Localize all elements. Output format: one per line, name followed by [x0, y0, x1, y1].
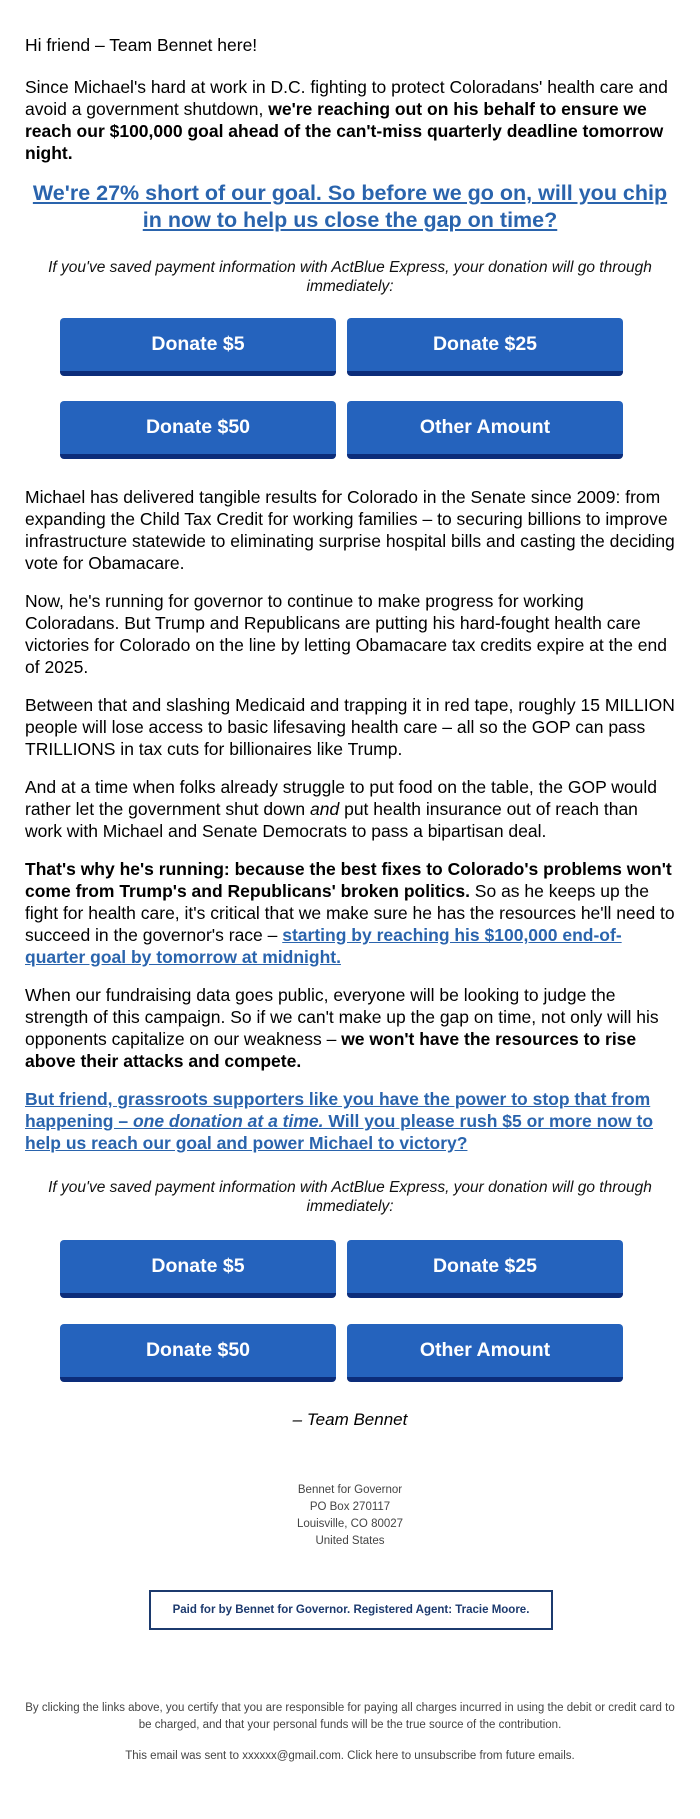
other-amount-button-bottom[interactable]: Other Amount [347, 1324, 623, 1382]
paragraph-fundraising [25, 984, 675, 1072]
running-bold: That's why he's running: because the best fixes to Colorado's problems won't come from Trump's and Republicans' broken politics. [25, 859, 672, 901]
donate-5-button[interactable]: Donate $5 [60, 318, 336, 376]
paragraph-appeal [25, 1088, 675, 1154]
intro-text: Since Michael's hard at work in D.C. fighting to protect Coloradans' health care and avoid a government shutdown, [25, 77, 668, 119]
headline [25, 180, 675, 234]
paid-for-box: Paid for by Bennet for Governor. Registered Agent: Tracie Moore. [149, 1590, 553, 1630]
recipient-email[interactable]: xxxxxx@gmail.com [242, 1750, 341, 1762]
donate-50-button-bottom[interactable]: Donate $50 [60, 1324, 336, 1382]
address-box: PO Box 270117 [309, 1501, 391, 1513]
donate-25-button-bottom[interactable]: Donate $25 [347, 1240, 623, 1298]
express-note-top: If you've saved payment information with ActBlue Express, your donation will go through immediately: [48, 259, 652, 295]
paragraph-medicaid: Between that and slashing Medicaid and trapping it in red tape, roughly 15 MILLION people will lose access to basic lifesaving health care – all so the GOP can pass TRILLIONS in tax cuts for billionaires like Trump. [25, 695, 675, 759]
address-org: Bennet for Governor [297, 1484, 403, 1496]
appeal-emphasis: one donation at a time. [132, 1111, 324, 1131]
running-text: So as he keeps up the fight for health care, it's critical that we make sure he has the resources he'll need to succeed in the governor's race – [25, 881, 675, 945]
headline-link[interactable]: We're 27% short of our goal. So before we go on, will you chip in now to help us close the gap on time? [32, 181, 668, 232]
express-note-bottom: If you've saved payment information with ActBlue Express, your donation will go through immediately: [48, 1179, 652, 1215]
appeal-link[interactable] [25, 1089, 653, 1153]
donate-25-button[interactable]: Donate $25 [347, 318, 623, 376]
donate-5-button-bottom[interactable]: Donate $5 [60, 1240, 336, 1298]
intro-paragraph [25, 76, 675, 164]
greeting: Hi friend – Team Bennet here! [25, 35, 258, 55]
shutdown-text-a: And at a time when folks already struggle to put food on the table, the GOP would rather let the government shut down [25, 777, 658, 819]
shutdown-text-b: put health insurance out of reach than work with Michael and Senate Democrats to pass a bipartisan deal. [25, 799, 638, 841]
unsubscribe-prefix: This email was sent to [125, 1750, 243, 1762]
address-city: Louisville, CO 80027 [296, 1518, 404, 1530]
mailing-address [0, 1482, 700, 1550]
intro-bold: we're reaching out on his behalf to ensure we reach our $100,000 goal ahead of the can't-miss quarterly deadline tomorrow night. [25, 99, 664, 163]
appeal-text-b: Will you please rush $5 or more now to help us reach our goal and power Michael to victory? [25, 1111, 654, 1153]
appeal-text-a: But friend, grassroots supporters like you have the power to stop that from happening – [25, 1089, 651, 1131]
paragraph-running [25, 858, 675, 968]
unsubscribe-line [25, 1748, 675, 1765]
goal-link[interactable]: starting by reaching his $100,000 end-of-quarter goal by tomorrow at midnight. [25, 925, 622, 967]
unsubscribe-link[interactable]: . Click here to unsubscribe from future emails. [340, 1750, 575, 1762]
other-amount-button[interactable]: Other Amount [347, 401, 623, 459]
paragraph-shutdown [25, 776, 675, 842]
signature: – Team Bennet [292, 1410, 408, 1429]
shutdown-emphasis: and [310, 799, 340, 819]
disclaimer: By clicking the links above, you certify that you are responsible for paying all charges incurred in using the debit or credit card to be charged, and that your personal funds will be the true source of the contribution. [25, 1702, 675, 1731]
fundraising-text: When our fundraising data goes public, everyone will be looking to judge the strength of this campaign. So if we can't make up the gap on time, not only will his opponents capitalize on our weakness – [25, 985, 659, 1049]
donate-50-button[interactable]: Donate $50 [60, 401, 336, 459]
paragraph-results: Michael has delivered tangible results for Colorado in the Senate since 2009: from expanding the Child Tax Credit for working families – to securing billions to improve infrastructure statewide to eliminating surprise hospital bills and casting the deciding vote for Obamacare. [25, 487, 675, 573]
fundraising-bold: we won't have the resources to rise above their attacks and compete. [25, 1029, 637, 1071]
address-country: United States [315, 1535, 385, 1547]
paragraph-governor: Now, he's running for governor to continue to make progress for working Coloradans. But Trump and Republicans are putting his hard-fought health care victories for Colorado on the line by letting Obamacare tax credits expire at the end of 2025. [25, 591, 668, 677]
